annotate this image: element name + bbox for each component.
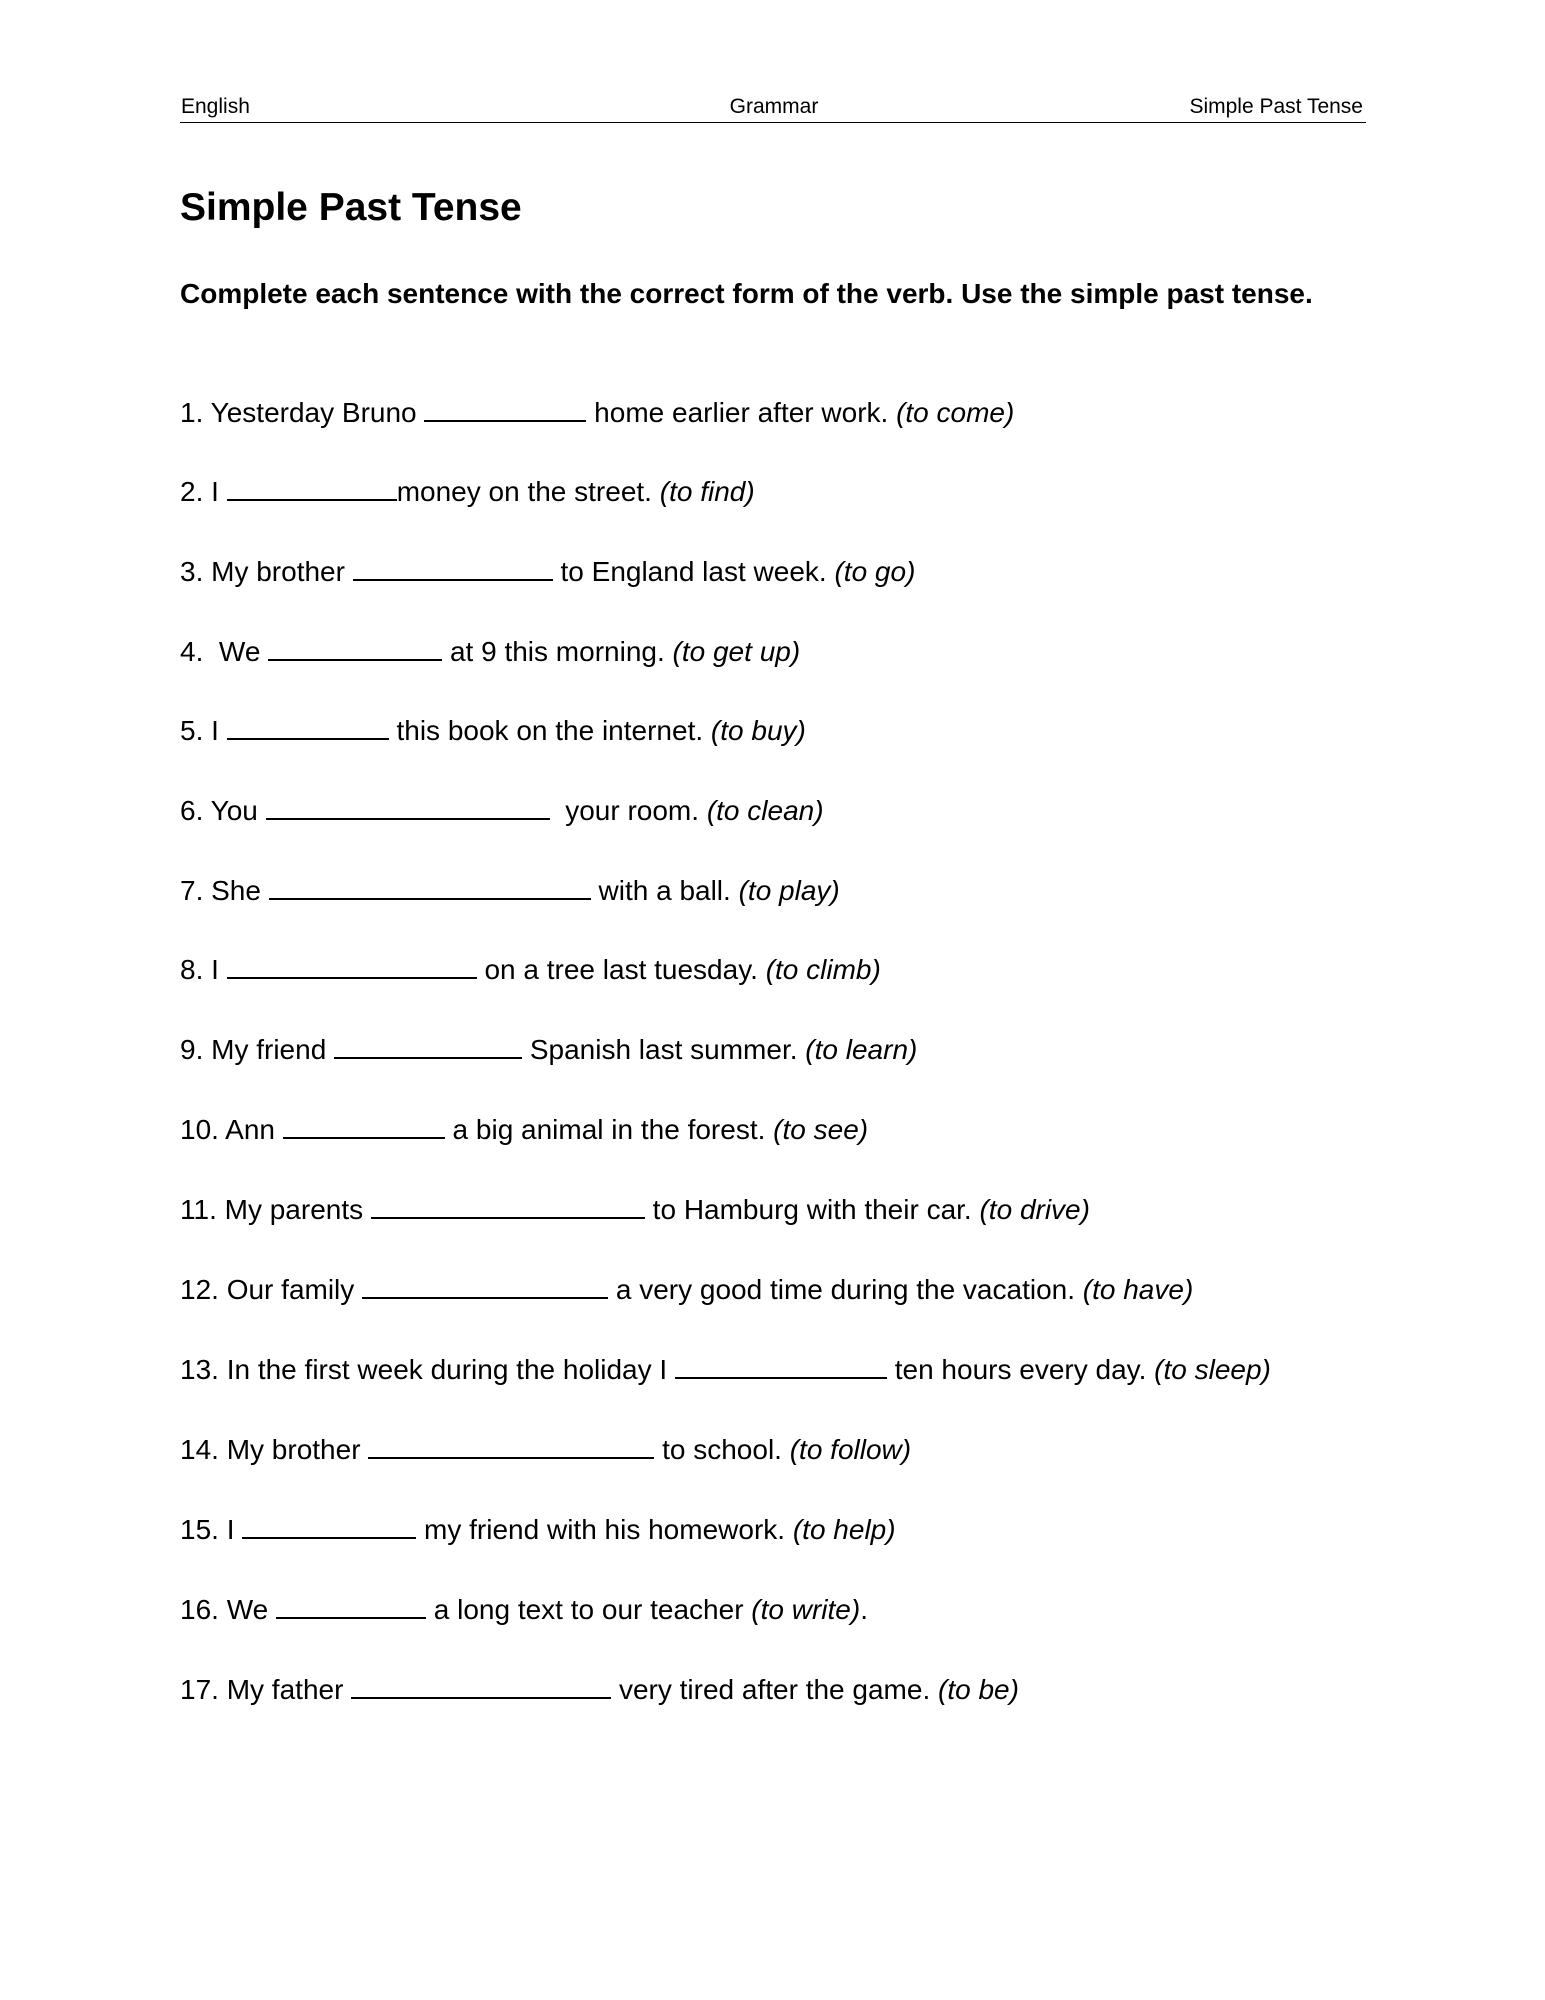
answer-blank[interactable] <box>362 1270 608 1299</box>
answer-blank[interactable] <box>276 1590 426 1619</box>
exercise-prompt: 13. In the first week during the holiday I <box>180 1354 675 1385</box>
exercise-continuation: money on the street. <box>396 476 660 507</box>
exercise-item <box>180 1670 1019 1707</box>
answer-blank[interactable] <box>227 472 397 501</box>
exercise-item <box>180 791 824 828</box>
answer-blank[interactable] <box>242 1510 416 1539</box>
exercise-item <box>180 1430 911 1467</box>
verb-hint: (to go) <box>834 556 916 587</box>
exercise-prompt: 1. Yesterday Bruno <box>180 397 425 428</box>
instructions: Complete each sentence with the correct form of the verb. Use the simple past tense. <box>180 278 1313 309</box>
exercise-continuation: on a tree last tuesday. <box>476 954 766 985</box>
exercise-continuation: to England last week. <box>552 556 835 587</box>
answer-blank[interactable] <box>675 1350 887 1379</box>
exercise-continuation: to school. <box>654 1434 790 1465</box>
exercise-prompt: 17. My father <box>180 1674 352 1705</box>
exercise-prompt: 8. I <box>180 954 227 985</box>
exercise-continuation: with a ball. <box>590 875 739 906</box>
exercise-item <box>180 393 1014 430</box>
verb-hint: (to come) <box>896 397 1015 428</box>
answer-blank[interactable] <box>371 1190 645 1219</box>
exercise-prompt: 16. We <box>180 1594 276 1625</box>
verb-hint: (to climb) <box>765 954 881 985</box>
exercise-item <box>180 950 881 987</box>
exercise-item <box>180 1590 868 1627</box>
exercise-item <box>180 1190 1090 1227</box>
answer-blank[interactable] <box>424 393 586 422</box>
exercise-continuation: to Hamburg with their car. <box>644 1194 980 1225</box>
verb-hint: (to find) <box>659 476 755 507</box>
verb-hint: (to help) <box>792 1514 896 1545</box>
exercise-prompt: 4. We <box>180 636 269 667</box>
exercise-prompt: 6. You <box>180 795 266 826</box>
exercise-item <box>180 472 755 509</box>
exercise-prompt: 11. My parents <box>180 1194 371 1225</box>
verb-hint: (to see) <box>773 1114 869 1145</box>
exercise-item <box>180 1510 896 1547</box>
exercise-continuation: a big animal in the forest. <box>444 1114 774 1145</box>
verb-hint: (to learn) <box>805 1034 918 1065</box>
page-header <box>180 92 1366 123</box>
verb-hint: (to follow) <box>789 1434 912 1465</box>
verb-hint: (to play) <box>738 875 840 906</box>
answer-blank[interactable] <box>269 871 591 900</box>
exercise-continuation: Spanish last summer. <box>522 1034 806 1065</box>
exercise-continuation: home earlier after work. <box>586 397 897 428</box>
exercise-continuation: my friend with his homework. <box>416 1514 793 1545</box>
answer-blank[interactable] <box>266 791 550 820</box>
exercise-continuation: at 9 this morning. <box>442 636 673 667</box>
answer-blank[interactable] <box>227 711 389 740</box>
exercise-item <box>180 871 840 908</box>
exercise-continuation: a long text to our teacher <box>425 1594 752 1625</box>
exercise-item <box>180 632 800 669</box>
exercise-prompt: 7. She <box>180 875 269 906</box>
exercise-item <box>180 552 915 589</box>
exercise-continuation: ten hours every day. <box>886 1354 1155 1385</box>
answer-blank[interactable] <box>353 552 553 581</box>
answer-blank[interactable] <box>351 1670 611 1699</box>
verb-hint: (to write) <box>751 1594 861 1625</box>
exercise-prompt: 3. My brother <box>180 556 353 587</box>
exercise-prompt: 14. My brother <box>180 1434 369 1465</box>
verb-hint: (to sleep) <box>1154 1354 1271 1385</box>
header-topic: Grammar <box>729 95 819 118</box>
header-subject: English <box>181 95 250 118</box>
exercise-prompt: 5. I <box>180 715 227 746</box>
exercise-prompt: 12. Our family <box>180 1274 363 1305</box>
exercise-item <box>180 1270 1193 1307</box>
exercise-item <box>180 1110 868 1147</box>
page-title: Simple Past Tense <box>180 186 522 229</box>
verb-hint: (to drive) <box>979 1194 1090 1225</box>
exercise-item <box>180 1030 917 1067</box>
verb-hint: (to clean) <box>706 795 824 826</box>
answer-blank[interactable] <box>334 1030 522 1059</box>
exercise-continuation: very tired after the game. <box>611 1674 938 1705</box>
header-lesson: Simple Past Tense <box>1189 95 1363 118</box>
exercise-item <box>180 711 806 748</box>
answer-blank[interactable] <box>368 1430 654 1459</box>
exercise-item <box>180 1350 1271 1387</box>
exercise-prompt: 15. I <box>180 1514 243 1545</box>
verb-hint: (to have) <box>1082 1274 1194 1305</box>
answer-blank[interactable] <box>227 950 477 979</box>
exercise-continuation: a very good time during the vacation. <box>608 1274 1083 1305</box>
exercise-continuation: your room. <box>549 795 707 826</box>
verb-hint: (to buy) <box>710 715 806 746</box>
verb-hint: (to get up) <box>672 636 801 667</box>
sentence-end: . <box>860 1594 868 1625</box>
verb-hint: (to be) <box>938 1674 1019 1705</box>
exercise-prompt: 9. My friend <box>180 1034 335 1065</box>
answer-blank[interactable] <box>283 1110 445 1139</box>
exercise-prompt: 10. Ann <box>180 1114 283 1145</box>
exercise-continuation: this book on the internet. <box>388 715 711 746</box>
answer-blank[interactable] <box>268 632 442 661</box>
exercise-prompt: 2. I <box>180 476 227 507</box>
